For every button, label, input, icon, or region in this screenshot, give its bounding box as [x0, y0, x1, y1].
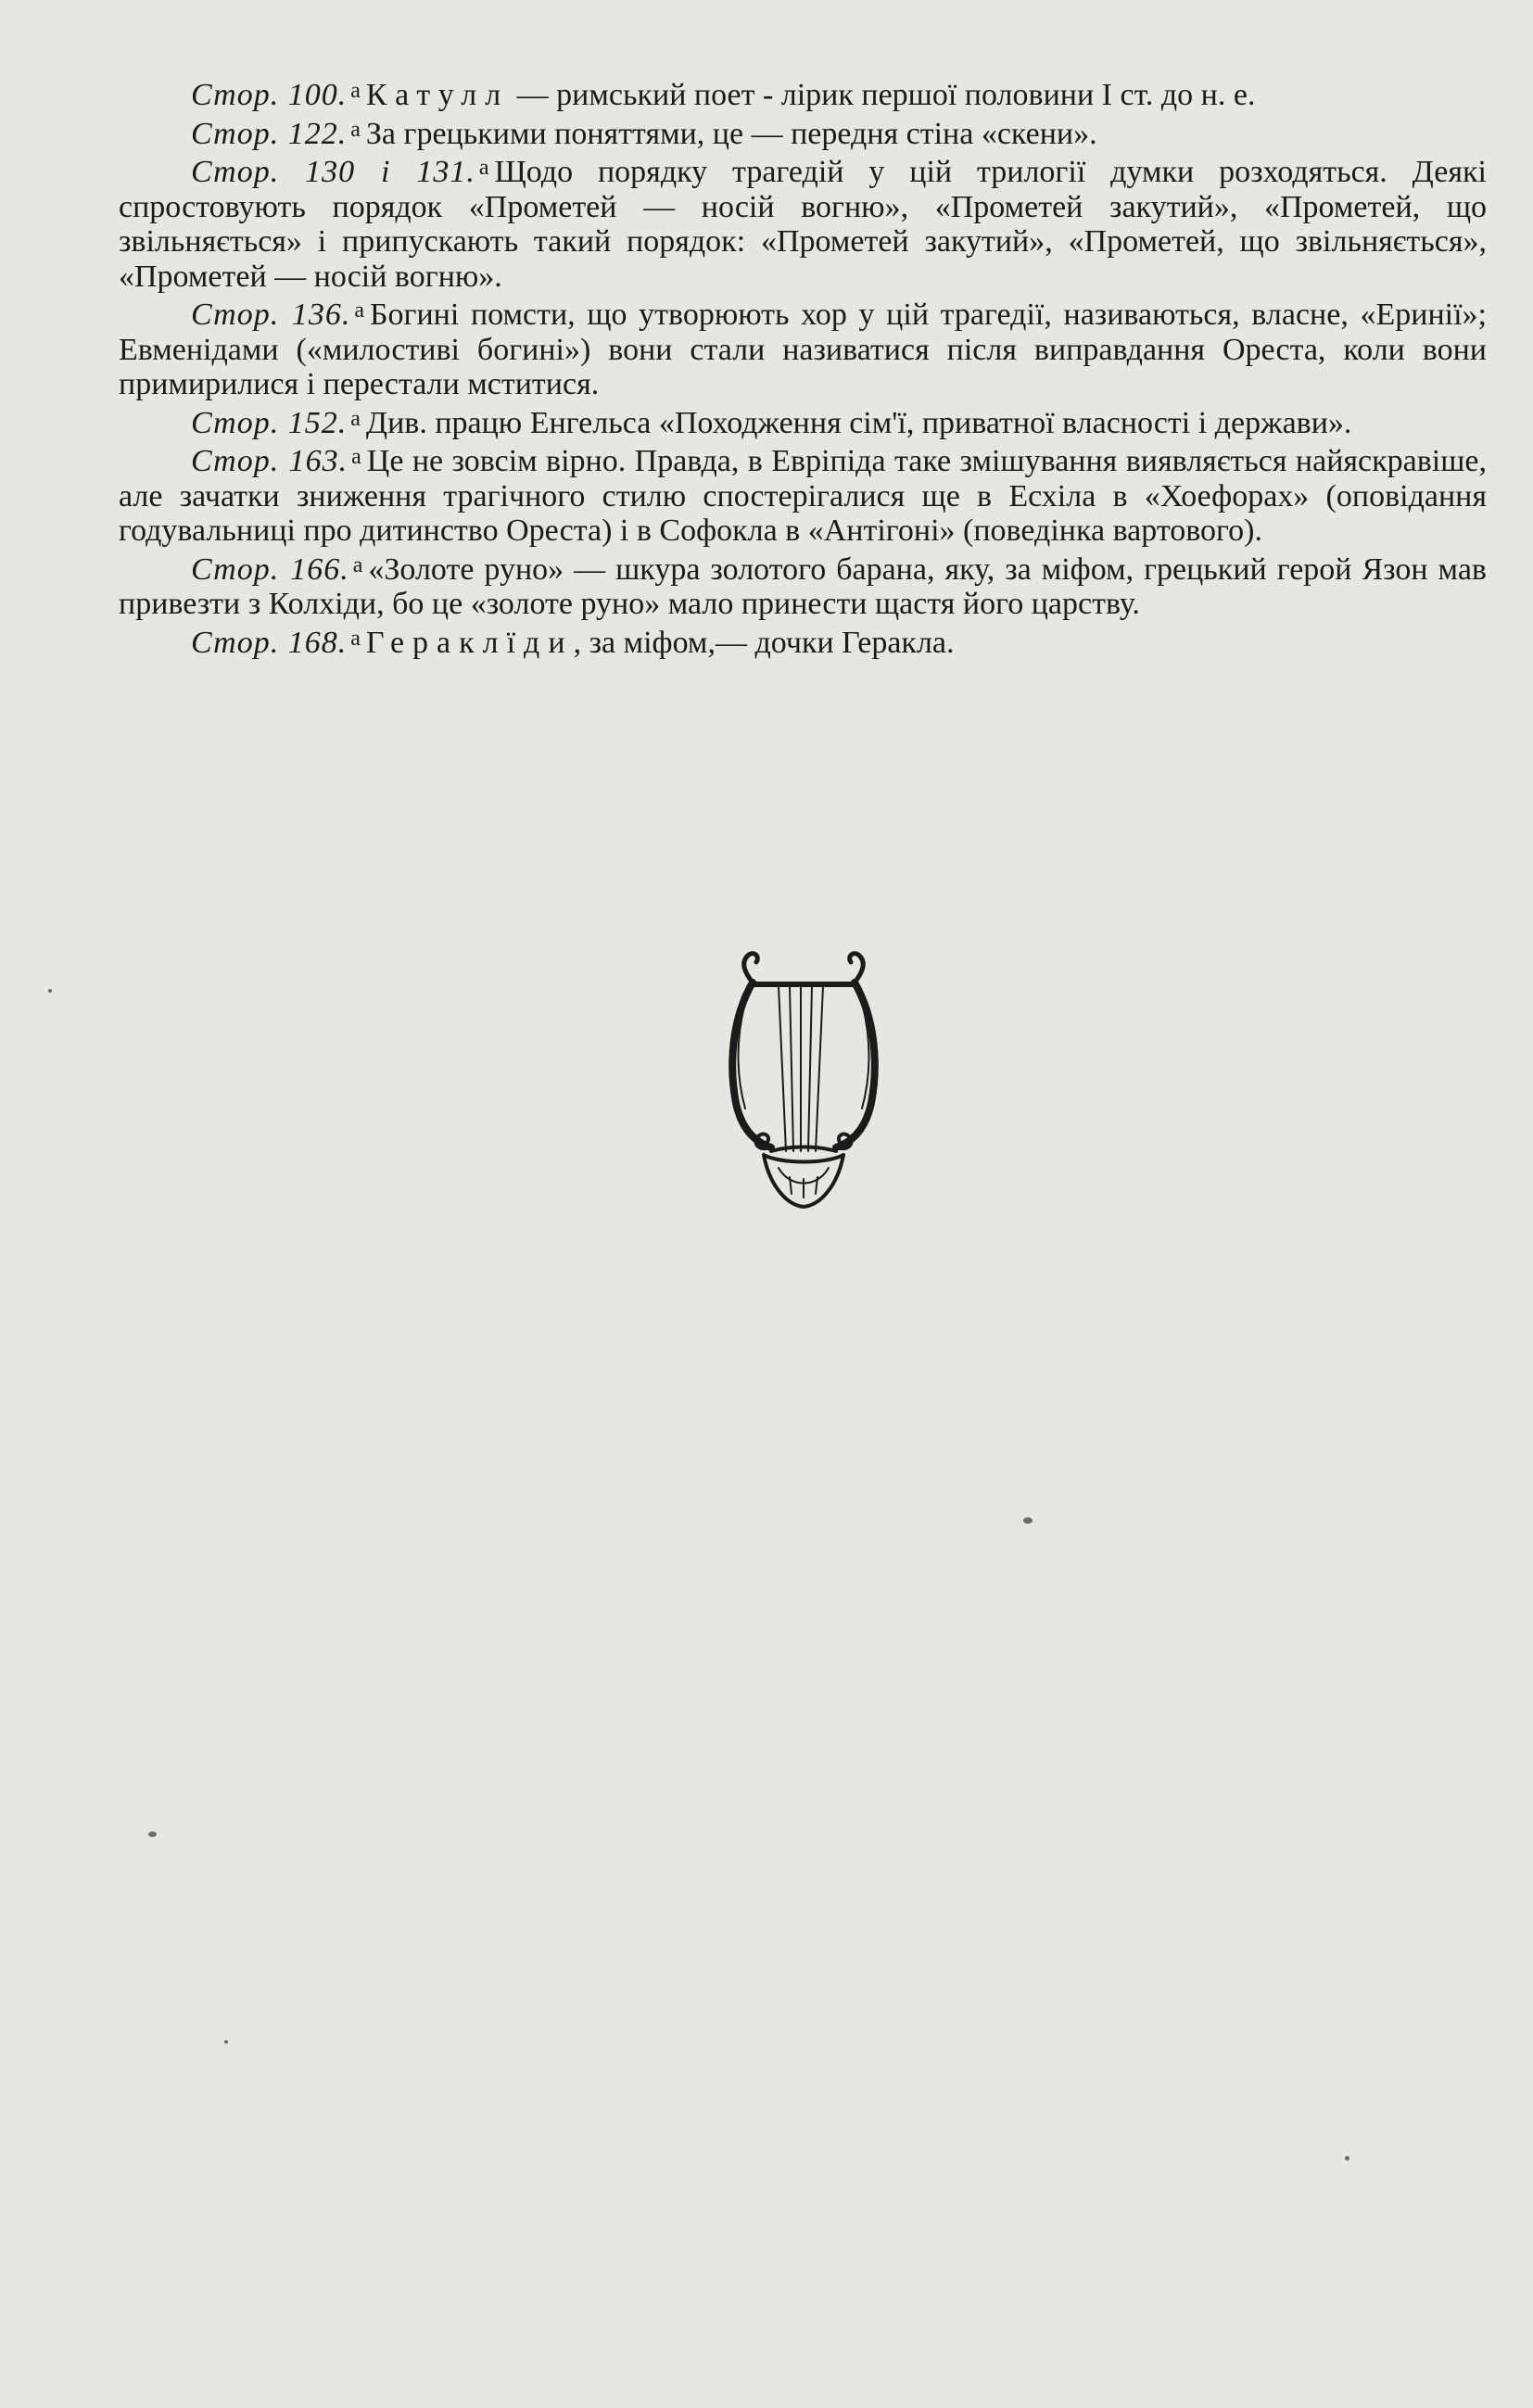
note-page-130-131: [119, 151, 1487, 294]
note-text: Це не зовсім вірно. Правда, в Евріпіда таке змішування виявляється найяскравіше, але зачатки зниження трагічного стилю спостерігалися ще в Есхіла в «Хоефорах» (оповідання годувальниці про дитинство Ореста) і в Софокла в «Антігоні» (поведінка вартового).: [119, 444, 1487, 548]
note-page-ref: Стор. 122.: [191, 116, 348, 151]
note-mark: а: [350, 626, 361, 651]
note-text: Богині помсти, що утворюють хор у цій трагедії, називаються, власне, «Еринії»; Евменідами («милостиві богині») вони стали називатися після виправдання Ореста, коли вони примирилися і перестали мститися.: [119, 298, 1487, 401]
note-mark: а: [350, 406, 361, 431]
note-page-168: [119, 622, 1487, 661]
paper-speck: [48, 989, 52, 993]
note-page-ref: Стор. 166.: [191, 551, 349, 587]
note-text: Щодо порядку трагедій у цій трилогії думки розходяться. Деякі спростовують порядок «Прометей — носій вогню», «Прометей закутий», «Прометей, що звільняється» і припускають такий порядок: «Прометей закутий», «Прометей, що звільняється», «Прометей — носій вогню».: [119, 155, 1487, 294]
note-mark: а: [350, 79, 361, 103]
note-page-122: [119, 113, 1487, 152]
note-page-100: [119, 74, 1487, 113]
note-text: Див. працю Енгельса «Походження сім'ї, приватної власності і держави».: [365, 405, 1352, 440]
note-mark: а: [351, 445, 361, 469]
paper-speck: [1023, 1517, 1033, 1524]
note-page-ref: Стор. 152.: [191, 405, 348, 440]
note-page-ref: Стор. 130 і 131.: [191, 155, 475, 189]
note-term: Катулл: [365, 78, 510, 112]
note-mark: а: [350, 117, 361, 142]
note-term: Гераклїди: [365, 625, 574, 660]
notes-list: [119, 74, 1487, 660]
note-page-ref: Стор. 168.: [191, 625, 348, 660]
note-page-163: [119, 440, 1487, 549]
paper-speck: [1345, 2156, 1349, 2161]
lyre-icon: [725, 945, 882, 1216]
note-page-ref: Стор. 136.: [191, 298, 351, 332]
note-text: За грецькими поняттями, це — передня стіна «скени».: [365, 116, 1097, 151]
note-page-ref: Стор. 163.: [191, 444, 348, 478]
paper-speck: [224, 2040, 228, 2044]
note-mark: а: [478, 156, 489, 180]
note-text: , за міфом,— дочки Геракла.: [573, 625, 955, 660]
note-mark: а: [354, 298, 365, 323]
note-page-152: [119, 402, 1487, 441]
note-mark: а: [352, 552, 363, 577]
note-page-136: [119, 294, 1487, 402]
note-text: — римський поет - лірик першої половини І ст. до н. е.: [509, 78, 1256, 112]
note-text: «Золоте руно» — шкура золотого барана, яку, за міфом, грецький герой Язон мав привезти з Колхіди, бо це «золоте руно» мало принести щастя його царству.: [119, 551, 1487, 621]
paper-speck: [148, 1831, 157, 1837]
note-page-ref: Стор. 100.: [191, 78, 348, 112]
note-page-166: [119, 549, 1487, 622]
